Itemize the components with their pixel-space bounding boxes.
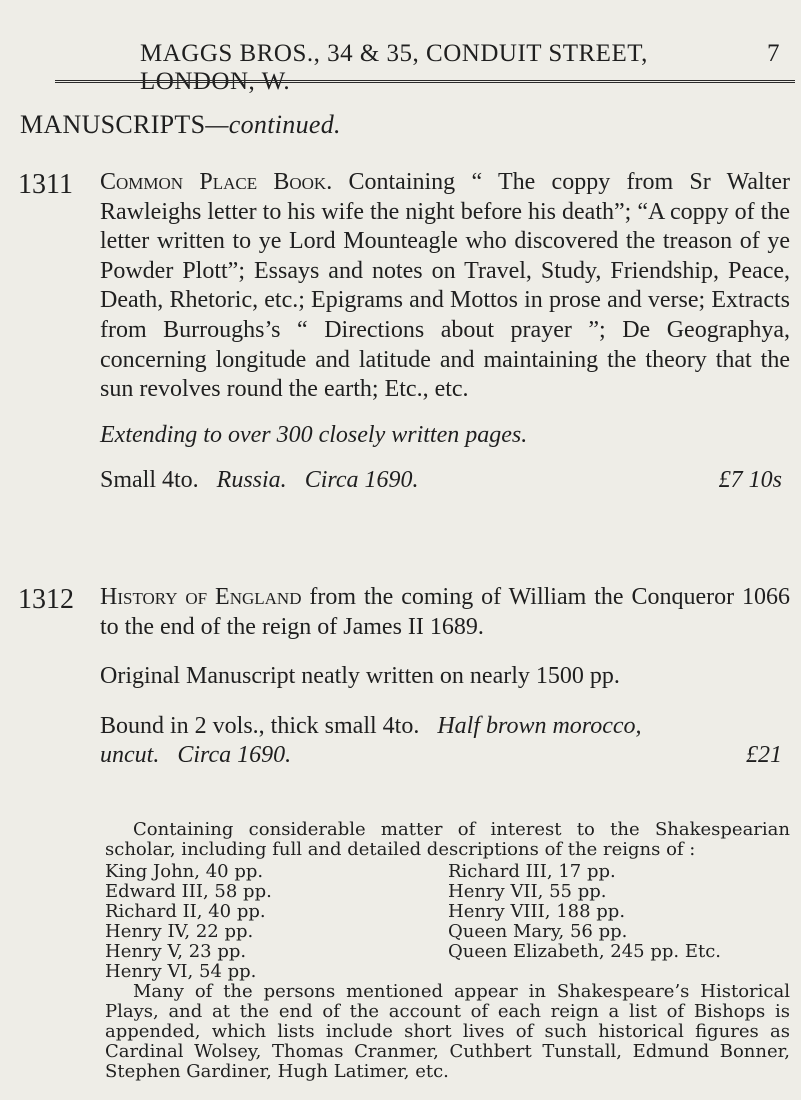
reign-item: Henry VI, 54 pp.	[105, 961, 257, 982]
reign-item: Henry IV, 22 pp.	[105, 921, 254, 942]
reign-item: King John, 40 pp.	[105, 861, 264, 882]
running-header	[140, 40, 780, 96]
header-rule	[55, 80, 795, 83]
section-title-continued: —continued.	[205, 110, 341, 139]
reigns-list	[105, 862, 790, 982]
reign-item: Henry VII, 55 pp.	[448, 881, 607, 902]
lot-1311	[100, 168, 790, 496]
lot-1311-price: £7 10s	[718, 467, 782, 494]
lot-1312-title: History of England	[100, 584, 302, 610]
lot-1312-text: from the coming of William the Conqueror 1066 to the end of the reign of James II 1689.	[100, 584, 791, 640]
lot-1311-description	[100, 168, 790, 405]
lot-1311-date: Circa 1690.	[304, 467, 419, 494]
note-outro: Many of the persons mentioned appear in Shakespeare’s Historical Plays, and at the end of the account of each reign a list of Bishops is appended, which lists include short lives of such historical figures as Cardinal Wolsey, Thomas Cranmer, Cuthbert Tunstall, Edmund Bonner, Stephen Gardiner, Hugh Latimer, etc.	[105, 981, 790, 1082]
header-text: MAGGS BROS., 34 & 35, CONDUIT STREET, LONDON, W.	[140, 40, 648, 95]
reign-item: Henry V, 23 pp.	[105, 941, 247, 962]
section-title	[20, 110, 341, 140]
lot-1312-date: Circa 1690.	[177, 742, 292, 769]
note-intro: Containing considerable matter of interest to the Shakespearian scholar, including full and detailed descriptions of the reigns of :	[105, 819, 790, 860]
lot-number-1311: 1311	[18, 169, 73, 200]
lot-1311-extent: Extending to over 300 closely written pages.	[100, 421, 528, 448]
reign-item: Richard II, 40 pp.	[105, 901, 266, 922]
reign-item: Richard III, 17 pp.	[448, 861, 616, 882]
lot-1311-format: Small 4to.	[100, 467, 199, 494]
lot-1312-binding-line2: uncut.	[100, 742, 160, 769]
lot-1312-binding-italic: Half brown morocco,	[437, 712, 642, 739]
lot-1312-binding-plain: Bound in 2 vols., thick small 4to.	[100, 712, 420, 739]
lot-number-1312: 1312	[18, 584, 74, 615]
section-title-main: MANUSCRIPTS	[20, 110, 206, 139]
reign-item	[448, 962, 790, 982]
reign-item: Queen Elizabeth, 245 pp. Etc.	[448, 941, 722, 962]
lot-1312-price: £21	[746, 742, 782, 769]
reign-item: Queen Mary, 56 pp.	[448, 921, 628, 942]
lot-1311-details	[100, 466, 790, 496]
lot-1311-origin: Russia.	[216, 467, 287, 494]
lot-1312	[100, 583, 790, 771]
lot-1311-title: Common Place Book.	[100, 169, 333, 195]
lot-1312-note	[105, 820, 790, 1082]
lot-1311-text: Containing “ The coppy from Sr Walter Rawleighs letter to his wife the night before his death”; “A coppy of the letter written to ye Lord Mounteagle who discovered the treason of ye Powder Plott”; Essays and notes on Travel, Study, Friendship, Peace, Death, Rhetoric, etc.; Epigrams and Mottos in prose and verse; Extracts from Burroughs’s “ Directions about prayer ”; De Geographya, concerning longitude and latitude and maintaining the theory that the sun revolves round the earth; Etc., etc.	[100, 169, 790, 403]
page-number: 7	[767, 40, 780, 67]
reign-item: Edward III, 58 pp.	[105, 881, 272, 902]
lot-1312-details	[100, 741, 790, 771]
lot-1312-description	[100, 583, 790, 642]
reign-item: Henry VIII, 188 pp.	[448, 901, 626, 922]
lot-1312-binding	[100, 712, 790, 742]
lot-1312-original: Original Manuscript neatly written on nearly 1500 pp.	[100, 663, 620, 690]
